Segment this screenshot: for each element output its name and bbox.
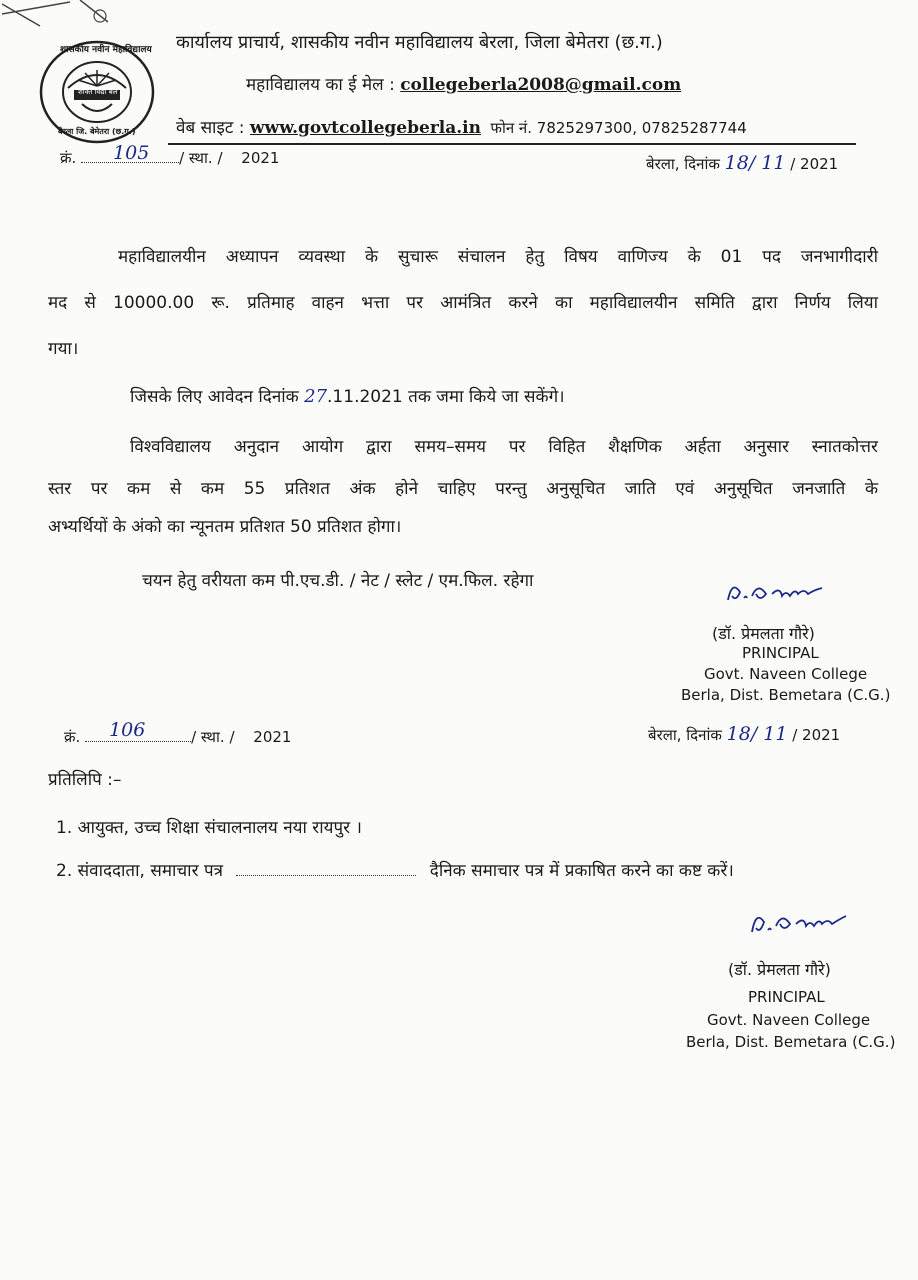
ref2-prefix: क्रं. bbox=[64, 728, 81, 746]
date-line-1 bbox=[646, 152, 838, 174]
para3-line1: विश्वविद्यालय अनुदान आयोग द्वारा समय–समय पर विहित शैक्षणिक अर्हता अनुसार स्नातकोत्तर bbox=[130, 437, 878, 457]
signature-1-college: Govt. Naveen College bbox=[704, 665, 868, 683]
seal-text-inner: शक्ति विद्या बल bbox=[78, 88, 118, 96]
office-title: कार्यालय प्राचार्य, शासकीय नवीन महाविद्यालय बेरला, जिला बेमेतरा (छ.ग.) bbox=[176, 32, 663, 53]
signature-2-college: Govt. Naveen College bbox=[707, 1011, 871, 1029]
ref-year: 2021 bbox=[241, 149, 280, 167]
ref2-year: 2021 bbox=[253, 728, 292, 746]
seal-text-top: शासकीय नवीन महाविद्यालय bbox=[60, 45, 152, 55]
copy-item-2 bbox=[56, 858, 734, 881]
para1-line3: गया। bbox=[48, 339, 79, 359]
copy-item-2-pre: 2. संवाददाता, समाचार पत्र bbox=[56, 861, 223, 881]
phone-text: फोन नं. 7825297300, 07825287744 bbox=[490, 119, 747, 137]
ref2-suffix: / स्था. / bbox=[191, 728, 235, 746]
signature-1-name: (डॉ. प्रेमलता गौरे) bbox=[712, 624, 815, 643]
para1-line2: मद से 10000.00 रू. प्रतिमाह वाहन भत्ता पर आमंत्रित करने का महाविद्यालयीन समिति द्वारा निर्णय लिया bbox=[48, 293, 878, 313]
signature-2-place: Berla, Dist. Bemetara (C.G.) bbox=[686, 1033, 896, 1051]
email-line bbox=[246, 72, 681, 95]
reference-line-1 bbox=[60, 142, 280, 168]
reference-line-2 bbox=[64, 719, 292, 747]
ref-prefix: क्रं. bbox=[60, 149, 77, 167]
para3-line3: अभ्यर्थियों के अंको का न्यूनतम प्रतिशत 50 प्रतिशत होगा। bbox=[48, 517, 402, 537]
ref-number-field bbox=[81, 142, 179, 164]
header-divider bbox=[168, 143, 856, 145]
college-seal bbox=[38, 40, 156, 144]
copy-item-1: 1. आयुक्त, उच्च शिक्षा संचालनालय नया रायपुर । bbox=[56, 818, 362, 838]
signature-2-name: (डॉ. प्रेमलता गौरे) bbox=[728, 960, 831, 979]
para4: चयन हेतु वरीयता कम पी.एच.डी. / नेट / स्लेट / एम.फिल. रहेगा bbox=[142, 571, 534, 591]
ref2-number-field bbox=[85, 719, 191, 742]
date-place-label: बेरला, दिनांक bbox=[646, 155, 720, 173]
para1-line1: महाविद्यालयीन अध्यापन व्यवस्था के सुचारू संचालन हेतु विषय वाणिज्य के 01 पद जनभागीदारी bbox=[118, 247, 878, 267]
copy-heading: प्रतिलिपि :– bbox=[48, 770, 122, 790]
para2-post: .11.2021 तक जमा किये जा सकेंगे। bbox=[327, 387, 565, 407]
date-line-2 bbox=[648, 723, 840, 745]
seal-text-bottom: बेरला जि. बेमेतरा (छ.ग.) bbox=[58, 127, 136, 136]
signature-2-icon bbox=[746, 902, 866, 942]
web-label: वेब साइट : bbox=[176, 118, 245, 138]
newspaper-blank-field bbox=[236, 861, 416, 876]
web-line bbox=[176, 115, 747, 138]
email-label: महाविद्यालय का ई मेल : bbox=[246, 75, 395, 95]
date2-handwritten: 18/ 11 bbox=[726, 723, 788, 745]
para2-hand-date: 27 bbox=[304, 386, 328, 407]
ref2-number: 106 bbox=[109, 719, 146, 741]
date2-place-label: बेरला, दिनांक bbox=[648, 726, 722, 744]
signature-1-icon bbox=[722, 572, 842, 612]
para2-pre: जिसके लिए आवेदन दिनांक bbox=[130, 387, 299, 407]
signature-1-place: Berla, Dist. Bemetara (C.G.) bbox=[681, 686, 891, 704]
date2-year: / 2021 bbox=[792, 726, 841, 744]
para2 bbox=[130, 384, 770, 407]
date-year: / 2021 bbox=[790, 155, 839, 173]
email-link[interactable]: collegeberla2008@gmail.com bbox=[400, 75, 682, 95]
signature-2-title: PRINCIPAL bbox=[748, 988, 825, 1006]
corner-mark-icon bbox=[0, 0, 120, 40]
para3-line2: स्तर पर कम से कम 55 प्रतिशत अंक होने चाहिए परन्तु अनुसूचित जाति एवं अनुसूचित जनजाति के bbox=[48, 479, 878, 499]
date-handwritten: 18/ 11 bbox=[724, 152, 786, 174]
ref-suffix: / स्था. / bbox=[179, 149, 223, 167]
ref-number: 105 bbox=[113, 142, 150, 164]
signature-1-title: PRINCIPAL bbox=[742, 644, 819, 662]
website-link[interactable]: www.govtcollegeberla.in bbox=[249, 118, 481, 138]
copy-item-2-post: दैनिक समाचार पत्र में प्रकाषित करने का कष्ट करें। bbox=[429, 861, 734, 881]
